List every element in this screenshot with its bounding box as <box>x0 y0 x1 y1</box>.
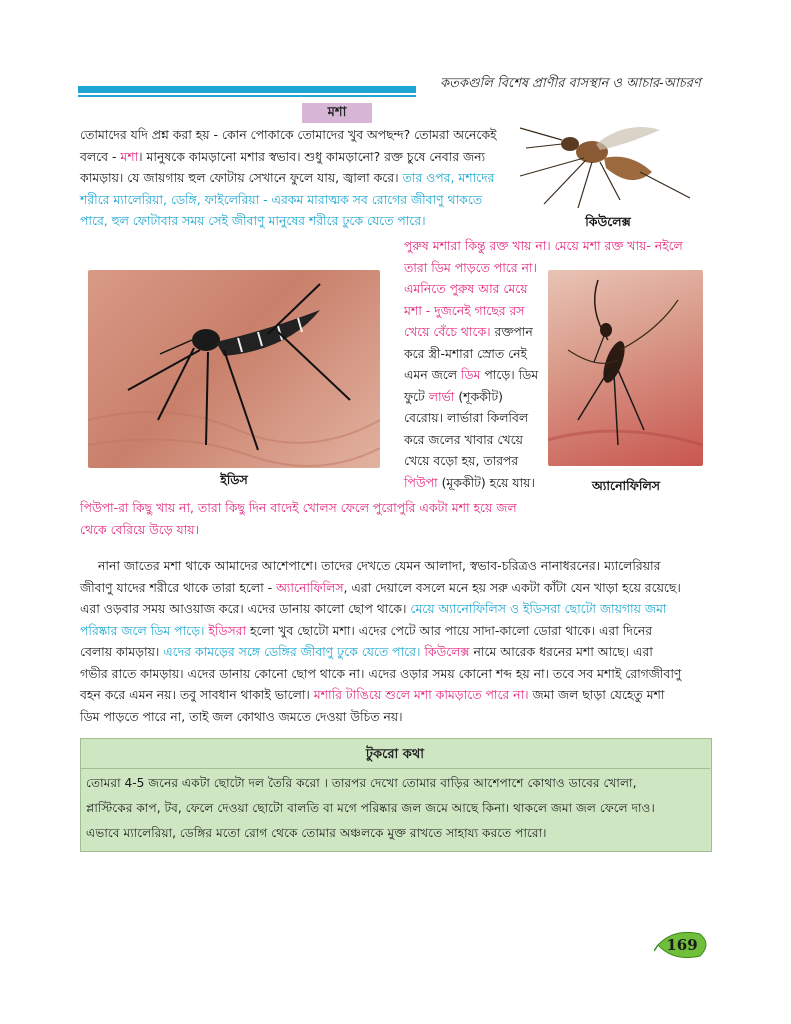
anopheles-photo <box>548 270 703 466</box>
lifecycle-line: ফুটে লার্ভা (শূককীট) <box>404 388 503 404</box>
pupa-line: পিউপা-রা কিছু খায় না, তারা কিছু দিন বাদেই খোলস ফেলে পুরোপুরি একটা মশা হয়ে জল <box>80 500 517 515</box>
intro-line: শরীরে ম্যালেরিয়া, ডেঙ্গি, ফাইলেরিয়া - এরকম মারাত্মক সব রোগের জীবাণু থাকতে <box>80 191 483 207</box>
aedes-photo <box>88 270 380 468</box>
intro-paragraph <box>80 124 520 232</box>
lifecycle-line: করে জলের খাবার খেয়ে <box>404 431 523 447</box>
body-line: পরিষ্কার জলে ডিম পাড়ে। ইডিসরা হলো খুব ছোটো মশা। এদের পেটে আর পায়ে সাদা-কালো ডোরা থাকে। এরা দিনের <box>80 622 653 638</box>
aedes-caption: ইডিস <box>220 472 248 487</box>
lifecycle-line: এমনিতে পুরুষ আর মেয়ে <box>404 281 528 296</box>
body-paragraph <box>80 555 720 727</box>
lifecycle-line: খেয়ে বেঁচে থাকে। রক্তপান <box>404 324 533 339</box>
lifecycle-line: পুরুষ মশারা কিন্তু রক্ত খায় না। মেয়ে মশা রক্ত খায়- নইলে <box>404 238 683 253</box>
body-line: ডিম পাড়তে পারে না, তাই জল কোথাও জমতে দেওয়া উচিত নয়। <box>80 708 403 724</box>
lifecycle-line: মশা - দুজনেই গাছের রস <box>404 302 525 318</box>
body-line: গভীর রাতে কামড়ায়। এদের ডানায় কোনো ছোপ থাকে না। এদের ওড়ার সময় কোনো শব্দ হয় না। তবে সব মশাই রোগজীবাণু <box>80 665 682 681</box>
section-title: মশা <box>302 103 372 123</box>
intro-line: তোমাদের যদি প্রশ্ন করা হয় - কোন পোকাকে তোমাদের খুব অপছন্দ? তোমরা অনেকেই <box>80 127 497 142</box>
body-line: বেলায় কামড়ায়। এদের কামড়ের সঙ্গে ডেঙ্গির জীবাণু ঢুকে যেতে পারে। কিউলেক্স নামে আরেক ধরনের মশা আছে। এরা <box>80 644 653 659</box>
lifecycle-line: বেরোয়। লার্ভারা কিলবিল <box>404 410 529 425</box>
body-line: এরা ওড়বার সময় আওয়াজ করে। এদের ডানায় কালো ছোপ থাকে। মেয়ে অ্যানোফিলিস ও ইডিসরা ছোটো জায়গায় জমা <box>80 601 667 616</box>
header-rule-thin <box>78 95 416 97</box>
intro-line: বলবে - মশা। মানুষকে কামড়ানো মশার স্বভাব। শুধু কামড়ানো? রক্ত চুষে নেবার জন্য <box>80 148 486 164</box>
aedes-illustration <box>88 270 380 468</box>
tips-line: প্লাস্টিকের কাপ, টব, ফেলে দেওয়া ছোটো বালতি বা মগে পরিষ্কার জল জমে আছে কিনা। থাকলে জমা জল ফেলে দাও। <box>86 801 655 815</box>
body-line: জীবাণু যাদের শরীরে থাকে তারা হলো - অ্যানোফিলিস, এরা দেয়ালে বসলে মনে হয় সরু একটা কাঁটা যেন খাড়া হয়ে রয়েছে। <box>80 579 681 595</box>
lifecycle-line: পিউপা (মূককীট) হয়ে যায়। <box>404 474 535 490</box>
body-line: নানা জাতের মশা থাকে আমাদের আশেপাশে। তাদের দেখতে যেমন আলাদা, স্বভাব-চরিত্রও নানাধরনের। ম্যালেরিয়ার <box>98 558 661 573</box>
page-number: 169 <box>666 936 698 954</box>
tips-line: এভাবে ম্যালেরিয়া, ডেঙ্গির মতো রোগ থেকে তোমার অঞ্চলকে মুক্ত রাখতে সাহায্য করতে পারো। <box>86 826 547 840</box>
header-rule <box>78 86 416 93</box>
culex-caption: কিউলেক্স <box>585 214 631 229</box>
pupa-line: থেকে বেরিয়ে উড়ে যায়। <box>80 521 200 537</box>
tips-text <box>86 771 706 846</box>
lifecycle-line: করে স্ত্রী-মশারা স্রোত নেই <box>404 345 528 361</box>
tips-divider <box>80 768 710 769</box>
culex-illustration <box>500 100 700 212</box>
page-number-badge <box>654 928 712 962</box>
lifecycle-line: তারা ডিম পাড়তে পারে না। <box>404 259 537 275</box>
chapter-title: কতকগুলি বিশেষ প্রাণীর বাসস্থান ও আচার-আচরণ <box>440 76 701 91</box>
lifecycle-line: খেয়ে বড়ো হয়, তারপর <box>404 453 519 468</box>
lifecycle-line: এমন জলে ডিম পাড়ে। ডিম <box>404 367 539 382</box>
pupa-paragraph <box>80 497 720 540</box>
body-line: বহন করে এমন নয়। তবু সাবধান থাকাই ভালো। মশারি টাঙিয়ে শুলে মশা কামড়াতে পারে না। জমা জল ছাড়া যেহেতু মশা <box>80 687 665 702</box>
intro-line: পারে, হুল ফোটাবার সময় সেই জীবাণু মানুষের শরীরে ঢুকে যেতে পারে। <box>80 213 426 228</box>
culex-image <box>500 100 700 212</box>
anopheles-caption: অ্যানোফিলিস <box>591 478 661 493</box>
anopheles-illustration <box>548 270 703 466</box>
tips-title: টুকরো কথা <box>365 747 425 762</box>
intro-line: কামড়ায়। যে জায়গায় হুল ফোটায় সেখানে ফুলে যায়, জ্বালা করে। তার ওপর, মশাদের <box>80 170 495 185</box>
tips-line: তোমরা 4-5 জনের একটা ছোটো দল তৈরি করো । তারপর দেখো তোমার বাড়ির আশেপাশে কোথাও ডাবের খোলা, <box>86 776 637 790</box>
